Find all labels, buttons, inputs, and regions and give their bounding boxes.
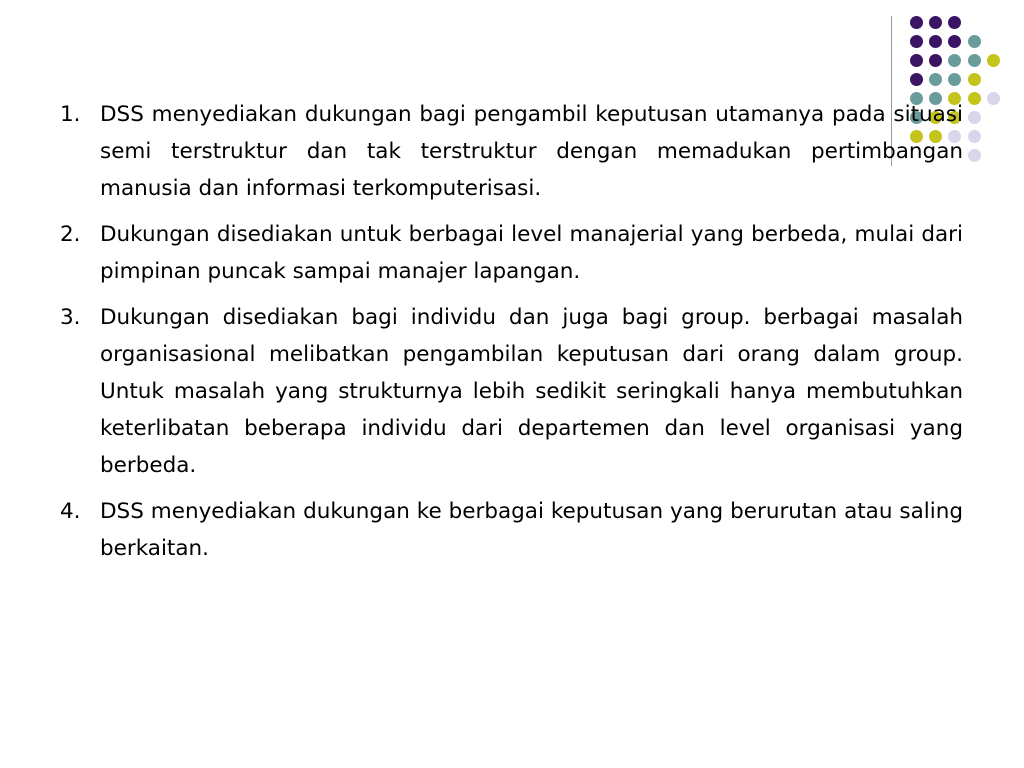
decorative-dot bbox=[910, 35, 923, 48]
decorative-dot bbox=[929, 73, 942, 86]
decorative-dot bbox=[929, 16, 942, 29]
decorative-dot bbox=[910, 54, 923, 67]
list-item-text: DSS menyediakan dukungan bagi pengambil keputusan utamanya pada situasi semi terstruktur dan tak terstruktur dengan memadukan pertimbangan manusia dan informasi terkomputerisasi. bbox=[100, 102, 963, 201]
list-item-number: 3. bbox=[60, 305, 81, 330]
list-item bbox=[60, 96, 963, 207]
decorative-dot bbox=[987, 54, 1000, 67]
list-item-text: Dukungan disediakan bagi individu dan juga bagi group. berbagai masalah organisasional melibatkan pengambilan keputusan dari orang dalam group. Untuk masalah yang strukturnya lebih sedikit seringkali hanya membutuhkan keterlibatan beberapa individu dari departemen dan level organisasi yang berbeda. bbox=[100, 305, 963, 478]
decorative-dot bbox=[948, 73, 961, 86]
decorative-dot bbox=[910, 16, 923, 29]
decorative-dot bbox=[910, 73, 923, 86]
list-item-number: 1. bbox=[60, 102, 81, 127]
decorative-dot bbox=[987, 92, 1000, 105]
decorative-dot bbox=[968, 111, 981, 124]
decorative-dot bbox=[968, 149, 981, 162]
list-item bbox=[60, 299, 963, 484]
decorative-dot bbox=[968, 35, 981, 48]
decorative-dot bbox=[948, 54, 961, 67]
list-item bbox=[60, 493, 963, 567]
decorative-dot bbox=[929, 54, 942, 67]
list-item-number: 2. bbox=[60, 222, 81, 247]
decorative-dot bbox=[968, 130, 981, 143]
decorative-dot bbox=[968, 92, 981, 105]
list-item-text: Dukungan disediakan untuk berbagai level manajerial yang berbeda, mulai dari pimpinan puncak sampai manajer lapangan. bbox=[100, 222, 963, 284]
list-item-number: 4. bbox=[60, 499, 81, 524]
numbered-list bbox=[60, 96, 963, 576]
decorative-dot bbox=[948, 35, 961, 48]
decorative-dot bbox=[968, 54, 981, 67]
decorative-dot bbox=[929, 35, 942, 48]
list-item-text: DSS menyediakan dukungan ke berbagai keputusan yang berurutan atau saling berkaitan. bbox=[100, 499, 963, 561]
decorative-dot bbox=[948, 16, 961, 29]
list-item bbox=[60, 216, 963, 290]
decorative-dot bbox=[968, 73, 981, 86]
